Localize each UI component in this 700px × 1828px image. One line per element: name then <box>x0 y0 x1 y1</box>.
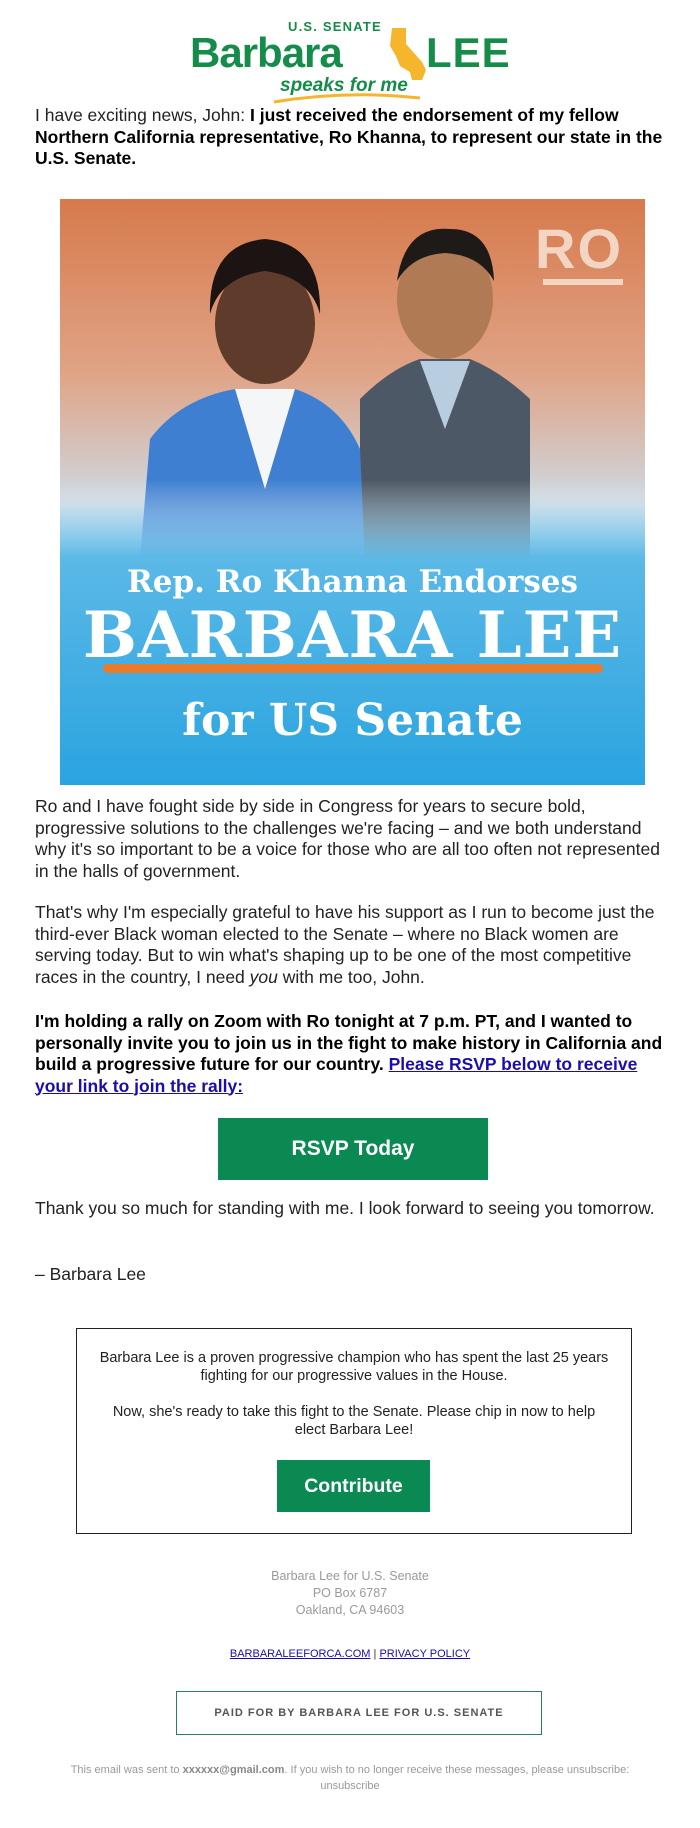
signature: – Barbara Lee <box>35 1264 146 1284</box>
campaign-logo[interactable] <box>190 18 510 94</box>
closing-paragraph: Thank you so much for standing with me. I look forward to seeing you tomorrow. <box>35 1198 655 1218</box>
logo-senate-label: U.S. SENATE <box>288 19 382 34</box>
paid-for-disclaimer: PAID FOR BY BARBARA LEE FOR U.S. SENATE <box>176 1691 542 1735</box>
endorsement-graphic <box>60 199 645 785</box>
california-icon <box>386 26 430 82</box>
contribution-box <box>76 1328 632 1534</box>
rally-invite-text: I'm holding a rally on Zoom with Ro tonight at 7 p.m. PT, and I wanted to personally invite you to join us in the fight to make history in California and build a progressive future for our country. <box>35 1011 663 1074</box>
logo-last-name: LEE <box>426 29 511 76</box>
intro-paragraph <box>35 105 665 170</box>
footer-links <box>0 1648 700 1660</box>
logo-first-name: Barbara <box>190 29 342 76</box>
unsubscribe-link[interactable]: unsubscribe <box>320 1780 380 1792</box>
footer-city: Oakland, CA 94603 <box>295 1603 405 1617</box>
intro-text: I have exciting news, John: <box>35 105 250 125</box>
intro-bold-text: I just received the endorsement of my fellow Northern California representative, Ro Khanna, to represent our state in the U.S. Senate. <box>35 105 663 168</box>
unsub-prefix: This email was sent to <box>70 1764 183 1776</box>
logo-swoosh-icon <box>272 92 422 104</box>
footer-org: Barbara Lee for U.S. Senate <box>271 1569 429 1583</box>
logo-tagline: speaks for me <box>280 75 408 96</box>
body-paragraph-2 <box>35 902 665 988</box>
recipient-email: xxxxxx@gmail.com <box>182 1764 285 1776</box>
para2-italic: you <box>249 966 278 987</box>
rsvp-text-link[interactable]: Please RSVP below to receive your link to join the rally: <box>35 1054 638 1096</box>
contribute-button[interactable]: Contribute <box>277 1460 430 1512</box>
box-paragraph-2: Now, she's ready to take this fight to the Senate. Please chip in now to help elect Barbara Lee! <box>112 1404 596 1438</box>
hero-line-3: for US Senate <box>182 695 523 746</box>
footer-po-box: PO Box 6787 <box>312 1586 388 1600</box>
unsubscribe-notice <box>40 1762 660 1794</box>
unsub-suffix: . If you wish to no longer receive these messages, please unsubscribe: <box>284 1764 630 1776</box>
body-paragraph-1: Ro and I have fought side by side in Congress for years to secure bold, progressive solutions to the challenges we're facing – and we both understand why it's so important to be a voice for those who are all too often not represented in the halls of government. <box>35 796 660 881</box>
body-paragraph-3 <box>35 1011 665 1097</box>
box-paragraph-1: Barbara Lee is a proven progressive champion who has spent the last 25 years fighting for our progressive values in the House. <box>99 1350 609 1384</box>
rsvp-button[interactable]: RSVP Today <box>218 1118 488 1180</box>
website-link[interactable]: BARBARALEEFORCA.COM <box>229 1648 371 1660</box>
candidates-photo <box>60 199 645 559</box>
privacy-policy-link[interactable]: PRIVACY POLICY <box>379 1648 471 1660</box>
footer-link-separator: | <box>373 1648 377 1660</box>
para2-text-after: with me too, John. <box>277 966 425 987</box>
para2-text-before: That's why I'm especially grateful to have his support as I run to become just the third-ever Black woman elected to the Senate – where no Black women are serving today. But to win what's shaping up to be one of the most competitive races in the country, I need <box>35 902 655 987</box>
hero-line-1: Rep. Ro Khanna Endorses <box>127 564 578 600</box>
hero-line-2: BARBARA LEE <box>82 598 623 673</box>
